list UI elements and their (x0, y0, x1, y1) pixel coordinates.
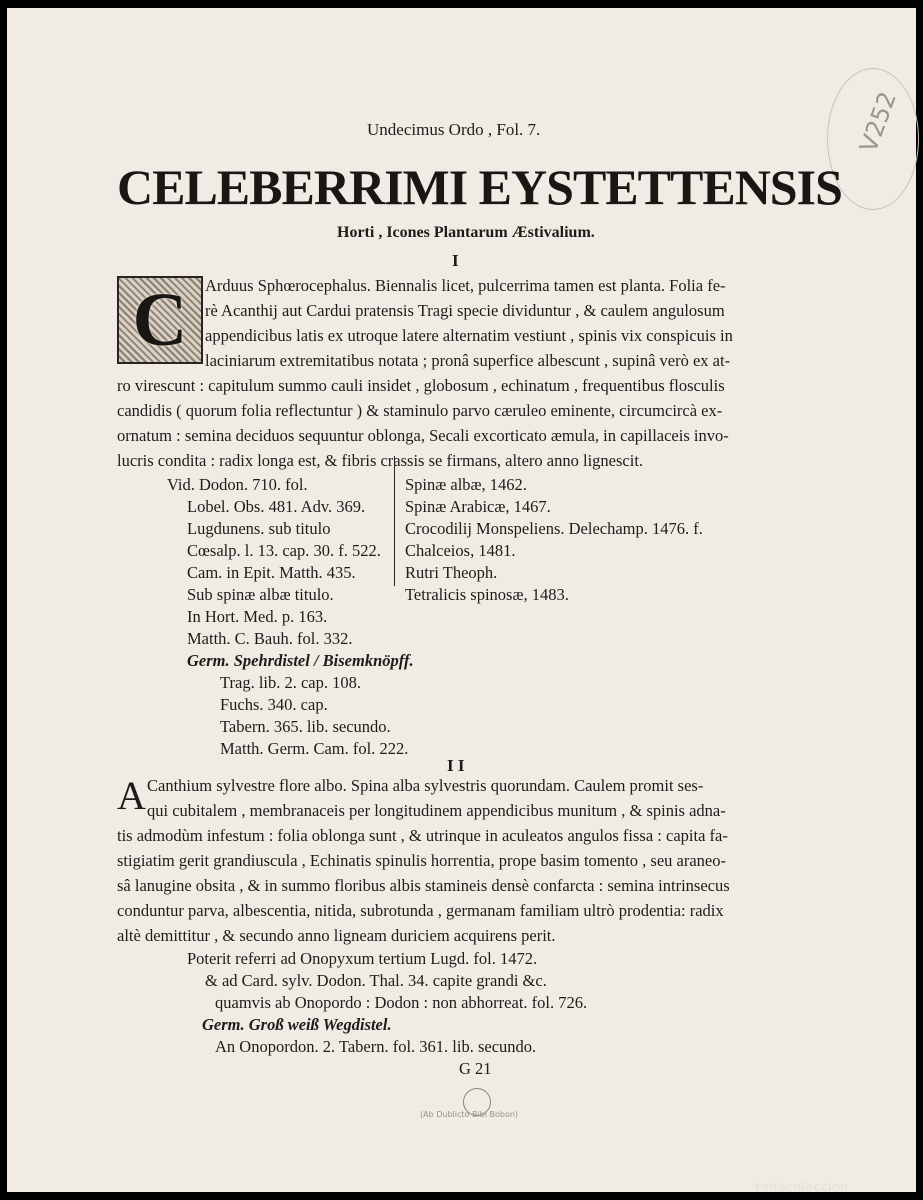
reference-line: Poterit referri ad Onopyxum tertium Lugd. fol. 1472. (187, 949, 538, 968)
reference-line: Spinæ albæ, 1462. (405, 475, 527, 494)
page-subtitle: Horti , Icones Plantarum Æstivalium. (337, 224, 595, 241)
german-name: Germ. Groß weiß Wegdistel. (202, 1015, 392, 1034)
reference-line: An Onopordon. 2. Tabern. fol. 361. lib. secundo. (215, 1037, 537, 1056)
reference-line: Crocodilij Monspeliens. Delechamp. 1476. f. (405, 519, 703, 538)
reference-line: Rutri Theoph. (405, 563, 498, 582)
reference-line: Fuchs. 340. cap. (220, 695, 328, 714)
reference-brace (394, 456, 403, 586)
pencil-note: V252 (854, 87, 902, 157)
reference-line: In Hort. Med. p. 163. (187, 607, 328, 626)
initial-letter: A (117, 773, 146, 818)
section-numeral-2: I I (447, 756, 465, 775)
text-line: Canthium sylvestre flore albo. Spina alba sylvestris quorundam. Caulem promit ses- (147, 776, 704, 795)
text-line: qui cubitalem , membranaceis per longitudinem appendicibus munitum , & spinis adna- (147, 801, 726, 820)
reference-line: Lugdunens. sub titulo (187, 519, 331, 538)
text-line: altè demittitur , & secundo anno ligneam duriciem acquirens perit. (117, 926, 556, 945)
text-line: ro virescunt : capitulum summo cauli insidet , globosum , echinatum , frequentibus flosculis (117, 376, 725, 395)
reference-line: Sub spinæ albæ titulo. (187, 585, 334, 604)
text-line: Arduus Sphœrocephalus. Biennalis licet, pulcerrima tamen est planta. Folia fe- (205, 276, 726, 295)
reference-line: Spinæ Arabicæ, 1467. (405, 497, 551, 516)
text-line: sâ lanugine obsita , & in summo floribus albis stamineis densè confarcta : semina intrinsecus (117, 876, 730, 895)
reference-line: Chalceios, 1481. (405, 541, 516, 560)
text-line: appendicibus latis ex utroque latere alternatim vestiunt , spinis vix conspicuis in (205, 326, 733, 345)
text-line: candidis ( quorum folia reflectuntur ) & staminulo parvo cæruleo eminente, circumcircà ex- (117, 401, 723, 420)
reference-line: Vid. Dodon. 710. fol. (167, 475, 308, 494)
decorated-initial (117, 276, 203, 364)
order-folio-line: Undecimus Ordo , Fol. 7. (367, 120, 541, 139)
document-page (7, 8, 916, 1192)
text-line: rè Acanthij aut Cardui pratensis Tragi specie dividuntur , & caulem angulosum (205, 301, 725, 320)
reference-line: Trag. lib. 2. cap. 108. (220, 673, 362, 692)
signature-mark: G 21 (459, 1059, 492, 1078)
text-line: conduntur parva, albescentia, nitida, subrotunda , germanam familiam ultrò prodentia: radix (117, 901, 724, 920)
site-watermark: todocoleccion (755, 1180, 849, 1194)
reference-line: quamvis ab Onopordo : Dodon : non abhorreat. fol. 726. (215, 993, 588, 1012)
german-name: Germ. Spehrdistel / Bisemknöpff. (187, 651, 414, 670)
reference-line: Cam. in Epit. Matth. 435. (187, 563, 356, 582)
reference-line: Tetralicis spinosæ, 1483. (405, 585, 569, 604)
text-line: ornatum : semina deciduos sequuntur oblonga, Secali excorticato æmula, in capillaceis invo- (117, 426, 729, 445)
reference-line: Tabern. 365. lib. secundo. (220, 717, 391, 736)
page-title: CELEBERRIMI EYSTETTENSIS (117, 159, 842, 215)
section-numeral-1: I (452, 251, 459, 270)
library-stamp-text: (Ab Dublicto Bibl Bobon) (420, 1110, 519, 1119)
reference-line: Lobel. Obs. 481. Adv. 369. (187, 497, 366, 516)
text-line: tis admodùm infestum : folia oblonga sunt , & utrinque in aculeatos angulos fissa : capita fa- (117, 826, 728, 845)
text-line: laciniarum extremitatibus notata ; pronâ superfice albescunt , supinâ verò ex at- (205, 351, 731, 370)
reference-line: Matth. C. Bauh. fol. 332. (187, 629, 353, 648)
initial-letter: C (132, 277, 188, 362)
reference-line: Cœsalp. l. 13. cap. 30. f. 522. (187, 541, 381, 560)
text-line: stigiatim gerit grandiuscula , Echinatis spinulis horrentia, prope basim tomento , seu araneo- (117, 851, 726, 870)
reference-line: & ad Card. sylv. Dodon. Thal. 34. capite grandi &c. (205, 971, 547, 990)
reference-line: Matth. Germ. Cam. fol. 222. (220, 739, 409, 758)
text-line: lucris condita : radix longa est, & fibris crassis se firmans, altero anno lignescit. (117, 451, 644, 470)
